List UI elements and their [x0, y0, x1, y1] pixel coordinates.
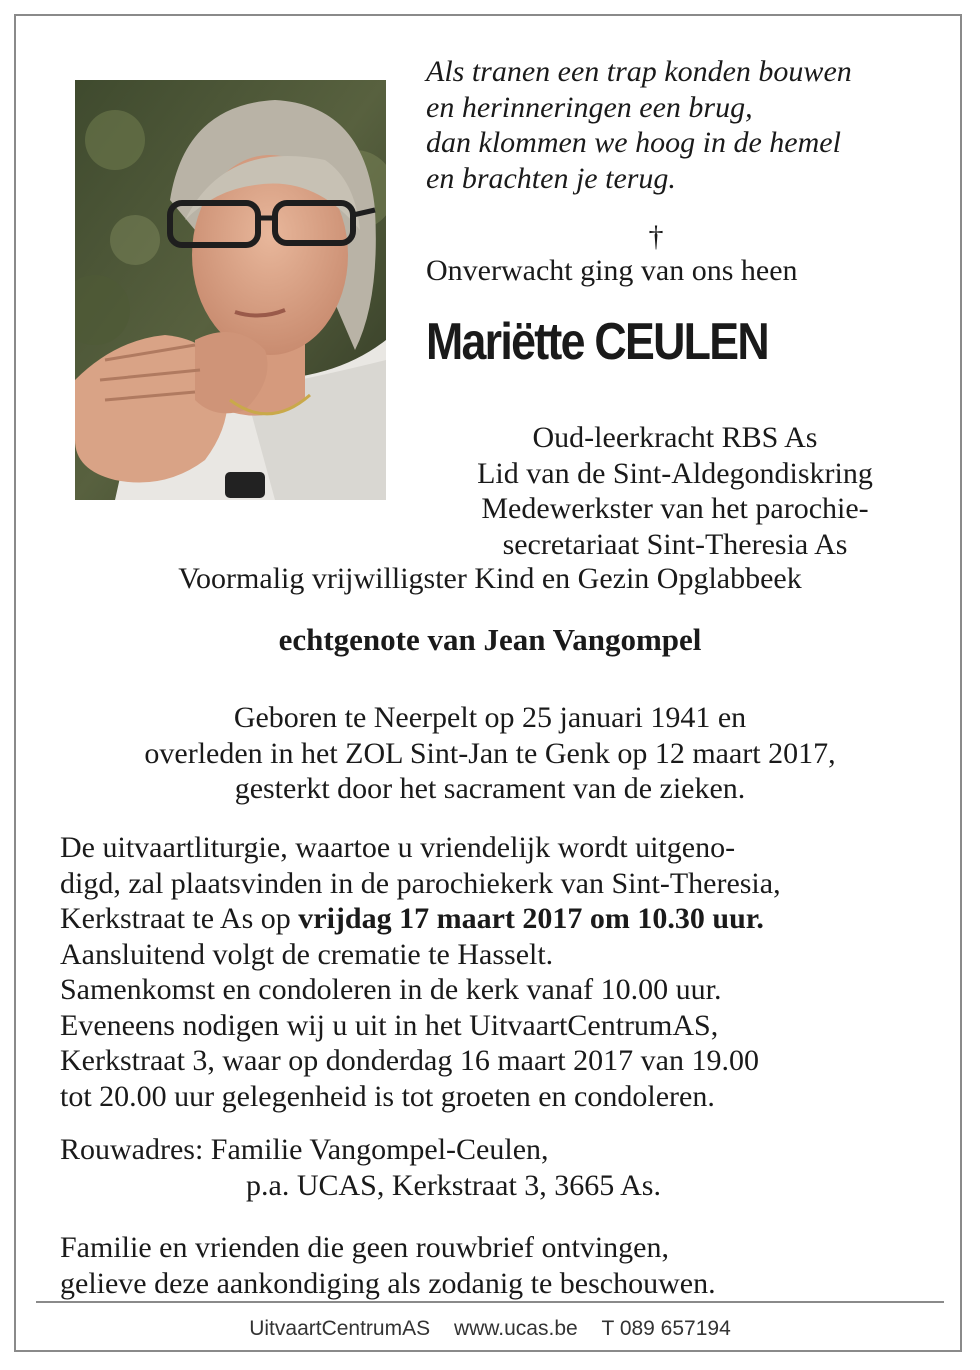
- poem: [426, 54, 852, 196]
- role-line: secretariaat Sint-Theresia As: [502, 527, 848, 561]
- role-line-volunteer: Voormalig vrijwilligster Kind en Gezin Opglabbeek: [178, 562, 802, 595]
- footer-company: UitvaartCentrumAS: [249, 1317, 431, 1340]
- footer-divider: [36, 1301, 944, 1303]
- funeral-line: Samenkomst en condoleren in de kerk vanaf 10.00 uur.: [60, 973, 722, 1006]
- notice-line: Familie en vrienden die geen rouwbrief ontvingen,: [60, 1231, 669, 1264]
- spouse-line: echtgenote van Jean Vangompel: [278, 622, 702, 657]
- role-line: Lid van de Sint-Aldegondiskring: [477, 456, 873, 490]
- deceased-name: Mariëtte CEULEN: [426, 313, 768, 371]
- roles-list: [390, 420, 960, 562]
- funeral-line: De uitvaartliturgie, waartoe u vriendelijk wordt uitgeno-: [60, 831, 736, 864]
- address-line: Rouwadres: Familie Vangompel-Ceulen,: [60, 1133, 549, 1166]
- funeral-line: Kerkstraat 3, waar op donderdag 16 maart 2017 van 19.00: [60, 1044, 759, 1077]
- funeral-line: digd, zal plaatsvinden in de parochiekerk van Sint-Theresia,: [60, 866, 781, 900]
- poem-line: en brachten je terug.: [426, 161, 676, 195]
- address-line: p.a. UCAS, Kerkstraat 3, 3665 As.: [246, 1168, 661, 1202]
- death-line: overleden in het ZOL Sint-Jan te Genk op 12 maart 2017,: [144, 736, 836, 770]
- cross-icon: †: [648, 220, 664, 253]
- funeral-line-date: [60, 901, 940, 937]
- footer-website[interactable]: www.ucas.be: [453, 1317, 578, 1340]
- notice-line: gelieve deze aankondiging als zodanig te beschouwen.: [60, 1266, 716, 1300]
- mourning-address: [60, 1132, 661, 1203]
- footer-phone: T 089 657194: [601, 1317, 731, 1340]
- sacrament-line: gesterkt door het sacrament van de zieken.: [234, 772, 746, 805]
- funeral-line: Eveneens nodigen wij u uit in het UitvaartCentrumAS,: [60, 1008, 719, 1042]
- poem-line: en herinneringen een brug,: [426, 90, 753, 124]
- role-line: Oud-leerkracht RBS As: [532, 421, 818, 454]
- closing-notice: [60, 1230, 716, 1301]
- announcement: Onverwacht ging van ons heen: [426, 254, 798, 287]
- poem-line: dan klommen we hoog in de hemel: [426, 126, 841, 159]
- funeral-line: tot 20.00 uur gelegenheid is tot groeten en condoleren.: [60, 1079, 715, 1113]
- role-line: Medewerkster van het parochie-: [481, 492, 869, 525]
- funeral-place: Kerkstraat te As op: [60, 902, 299, 935]
- portrait-photo: [75, 80, 386, 500]
- poem-line: Als tranen een trap konden bouwen: [426, 55, 852, 88]
- funeral-details: [60, 830, 940, 1114]
- birth-death-info: [60, 700, 920, 807]
- birth-line: Geboren te Neerpelt op 25 januari 1941 en: [233, 701, 747, 734]
- footer: [0, 1317, 980, 1341]
- funeral-datetime: vrijdag 17 maart 2017 om 10.30 uur.: [298, 902, 764, 935]
- funeral-line: Aansluitend volgt de crematie te Hasselt.: [60, 937, 554, 971]
